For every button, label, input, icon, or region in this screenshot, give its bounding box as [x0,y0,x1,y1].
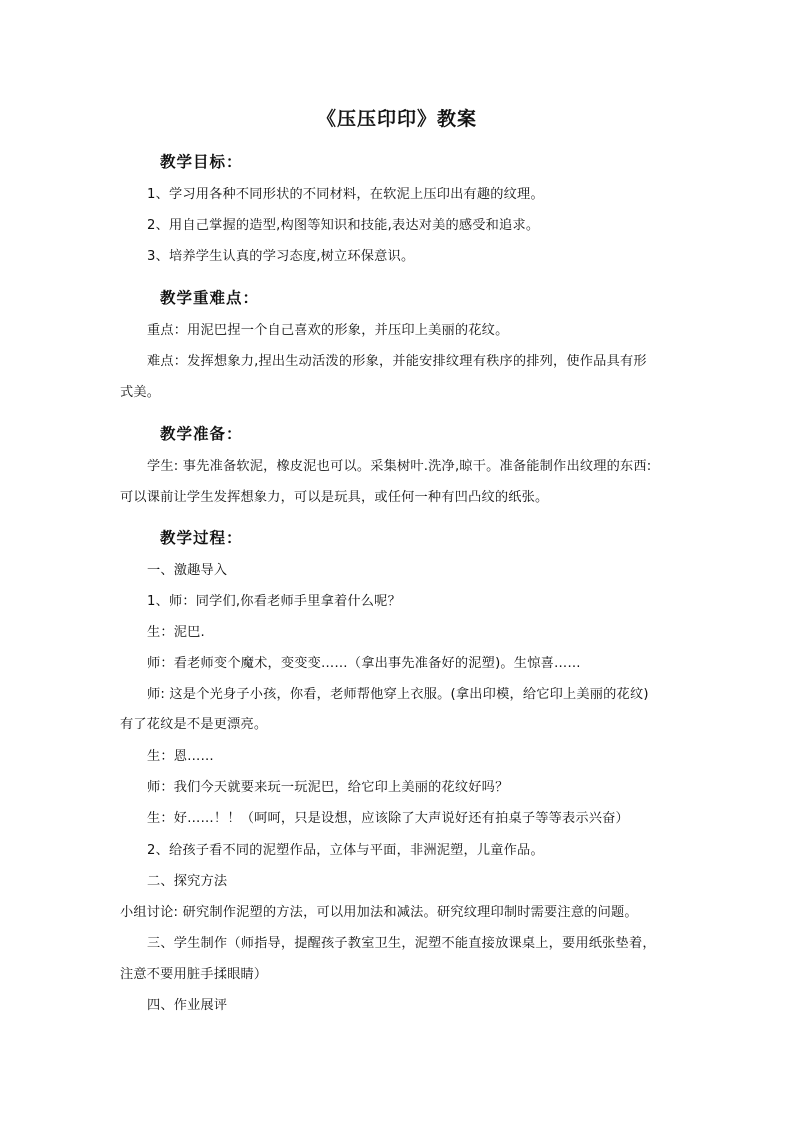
process-line: 1、师：同学们,你看老师手里拿着什么呢？ [147,594,401,609]
preparation-heading: 教学准备： [160,425,243,443]
process-line: 一、激趣导入 [147,563,228,578]
difficult-point-text-cont: 式美。 [120,385,161,400]
objectives-heading: 教学目标： [160,153,243,171]
preparation-text-cont: 可以课前让学生发挥想象力，可以是玩具，或任何一种有凹凸纹的纸张。 [120,490,549,505]
process-line: 有了花纹是不是更漂亮。 [120,717,268,732]
difficult-point-text: 难点：发挥想象力,捏出生动活泼的形象，并能安排纹理有秩序的排列，使作品具有形 [147,354,647,369]
process-line: 小组讨论: 研究制作泥塑的方法，可以用加法和减法。研究纹理印制时需要注意的问题。 [120,905,638,920]
preparation-text: 学生: 事先准备软泥，橡皮泥也可以。采集树叶.洗净,晾干。准备能制作出纹理的东西: [147,459,652,474]
process-line: 三、学生制作（师指导，提醒孩子教室卫生，泥塑不能直接放课桌上，要用纸张垫着， [147,936,656,951]
process-line: 师：我们今天就要来玩一玩泥巴，给它印上美丽的花纹好吗？ [147,780,509,795]
process-line: 生：恩…… [147,749,214,764]
objective-item-1: 1、学习用各种不同形状的不同材料，在软泥上压印出有趣的纹理。 [147,187,544,202]
key-point-text: 重点：用泥巴捏一个自己喜欢的形象，并压印上美丽的花纹。 [147,323,509,338]
process-line: 注意不要用脏手揉眼睛） [120,967,268,982]
process-line: 生：好……！！（呵呵，只是设想，应该除了大声说好还有拍桌子等等表示兴奋） [147,811,629,826]
objective-item-2: 2、用自己掌握的造型,构图等知识和技能,表达对美的感受和追求。 [147,218,540,233]
process-heading: 教学过程： [160,529,243,547]
process-line: 师：看老师变个魔术，变变变……（拿出事先准备好的泥塑)。生惊喜…… [147,656,581,671]
process-line: 二、探究方法 [147,874,228,889]
objective-item-3: 3、培养学生认真的学习态度,树立环保意识。 [147,249,415,264]
document-title: 《压压印印》教案 [316,108,477,130]
key-points-heading: 教学重难点： [160,289,260,307]
process-line: 师: 这是个光身子小孩，你看，老师帮他穿上衣服。(拿出印模，给它印上美丽的花纹) [147,687,649,702]
process-line: 2、给孩子看不同的泥塑作品，立体与平面，非洲泥塑，儿童作品。 [147,843,544,858]
process-line: 四、作业展评 [147,998,228,1013]
process-line: 生：泥巴. [147,625,205,640]
